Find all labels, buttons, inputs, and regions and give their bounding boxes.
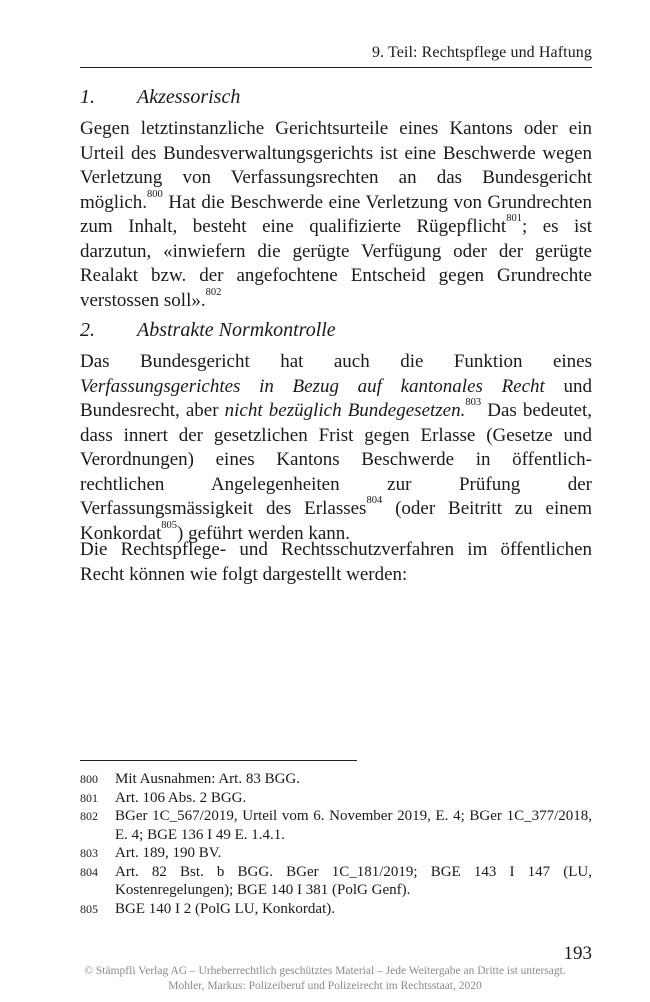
- page-number: 193: [563, 943, 592, 964]
- footnote: [80, 789, 592, 808]
- footnote-text: Art. 82 Bst. b BGG. BGer 1C_181/2019; BGE 143 I 147 (LU, Kostenregelungen); BGE 140 I 381 (PolG Genf).: [115, 863, 592, 898]
- section-title: Akzessorisch: [137, 86, 241, 108]
- footnote-number: 804: [80, 864, 98, 879]
- footnote: [80, 807, 592, 844]
- section-number: 2.: [80, 319, 95, 341]
- text: Das Bundesgericht hat auch die Funktion eines: [80, 351, 592, 372]
- header-rule: [80, 67, 592, 68]
- section-number: 1.: [80, 86, 95, 108]
- footnote-rule: [80, 760, 357, 761]
- footnote-text: Mit Ausnahmen: Art. 83 BGG.: [115, 771, 301, 787]
- footnote-ref: 805: [161, 519, 178, 531]
- section-heading-1: [80, 86, 240, 109]
- section-heading-2: [80, 319, 336, 342]
- footnote-number: 802: [80, 809, 98, 823]
- text: Die Rechtspflege- und Rechtsschutzverfahren im öffentlichen Recht können wie folgt dargestellt werden:: [80, 539, 592, 585]
- footnote-text: BGE 140 I 2 (PolG LU, Konkordat).: [115, 900, 335, 917]
- text: (oder Beitritt zu einem Konkordat: [80, 498, 592, 544]
- footnote: [80, 863, 592, 900]
- footnotes: [80, 770, 592, 918]
- paragraph-akzessorisch: [80, 117, 592, 313]
- footnote-number: 803: [80, 846, 98, 860]
- paragraph-darstellung: [80, 538, 592, 587]
- text: ) geführt werden kann.: [177, 522, 351, 544]
- text: und Bundesrecht, aber: [80, 375, 592, 421]
- footnote-text: Art. 106 Abs. 2 BGG.: [115, 789, 247, 806]
- paragraph-normkontrolle: [80, 350, 592, 546]
- footnote-number: 805: [80, 901, 98, 916]
- footnote-text: Art. 189, 190 BV.: [115, 845, 222, 861]
- footnote-ref: 800: [147, 188, 163, 200]
- italic-text: nicht bezüglich Bundegesetzen.: [224, 400, 466, 421]
- watermark-line-1: © Stämpfli Verlag AG – Urheberrechtlich geschütztes Material – Jede Weitergabe an Dritte ist untersagt.: [84, 965, 566, 977]
- footnote-ref: 801: [506, 213, 522, 224]
- section-title: Abstrakte Normkontrolle: [137, 319, 336, 341]
- footnote: [80, 844, 592, 863]
- footnote: [80, 770, 592, 789]
- footnote-ref: 804: [366, 495, 383, 506]
- footnote-number: 800: [80, 772, 98, 786]
- running-head: 9. Teil: Rechtspflege und Haftung: [371, 44, 592, 61]
- watermark-line-2: Mohler, Markus: Polizeiberuf und Polizeirecht im Rechtsstaat, 2020: [168, 980, 482, 992]
- footnote-ref: 802: [205, 286, 222, 298]
- text: ; es ist darzutun, «inwiefern die gerügte Verfügung oder der gerügte Realakt bzw. der angefochtene Entscheid gegen Grundrechte verstossen soll».: [80, 216, 592, 311]
- text: Gegen letztinstanzliche Gerichtsurteile eines Kantons oder ein Urteil des Bundesverwaltungsgerichts ist eine Beschwerde wegen Verletzung von Verfassungsrechten an das Bundesgericht möglich.: [80, 118, 592, 213]
- footnote-text: BGer 1C_567/2019, Urteil vom 6. November 2019, E. 4; BGer 1C_377/2018, E. 4; BGE 136 I 49 E. 1.4.1.: [115, 808, 592, 843]
- text: Hat die Beschwerde eine Verletzung von Grundrechten zum Inhalt, besteht eine qualifizierte Rügepflicht: [80, 191, 592, 237]
- italic-text: Verfassungsgerichtes in Bezug auf kantonales Recht: [80, 375, 545, 397]
- footnote-number: 801: [80, 790, 98, 805]
- footnote-ref: 803: [465, 397, 482, 408]
- text: Das bedeutet, dass innert der gesetzlichen Frist gegen Erlasse (Gesetze und Verordnungen) eines Kantons Beschwerde in öffentlich- rechtlichen Angelegenheiten zur Prüfung der Verfassungsmässigkeit des Erlasses: [80, 400, 592, 519]
- footnote: [80, 900, 592, 919]
